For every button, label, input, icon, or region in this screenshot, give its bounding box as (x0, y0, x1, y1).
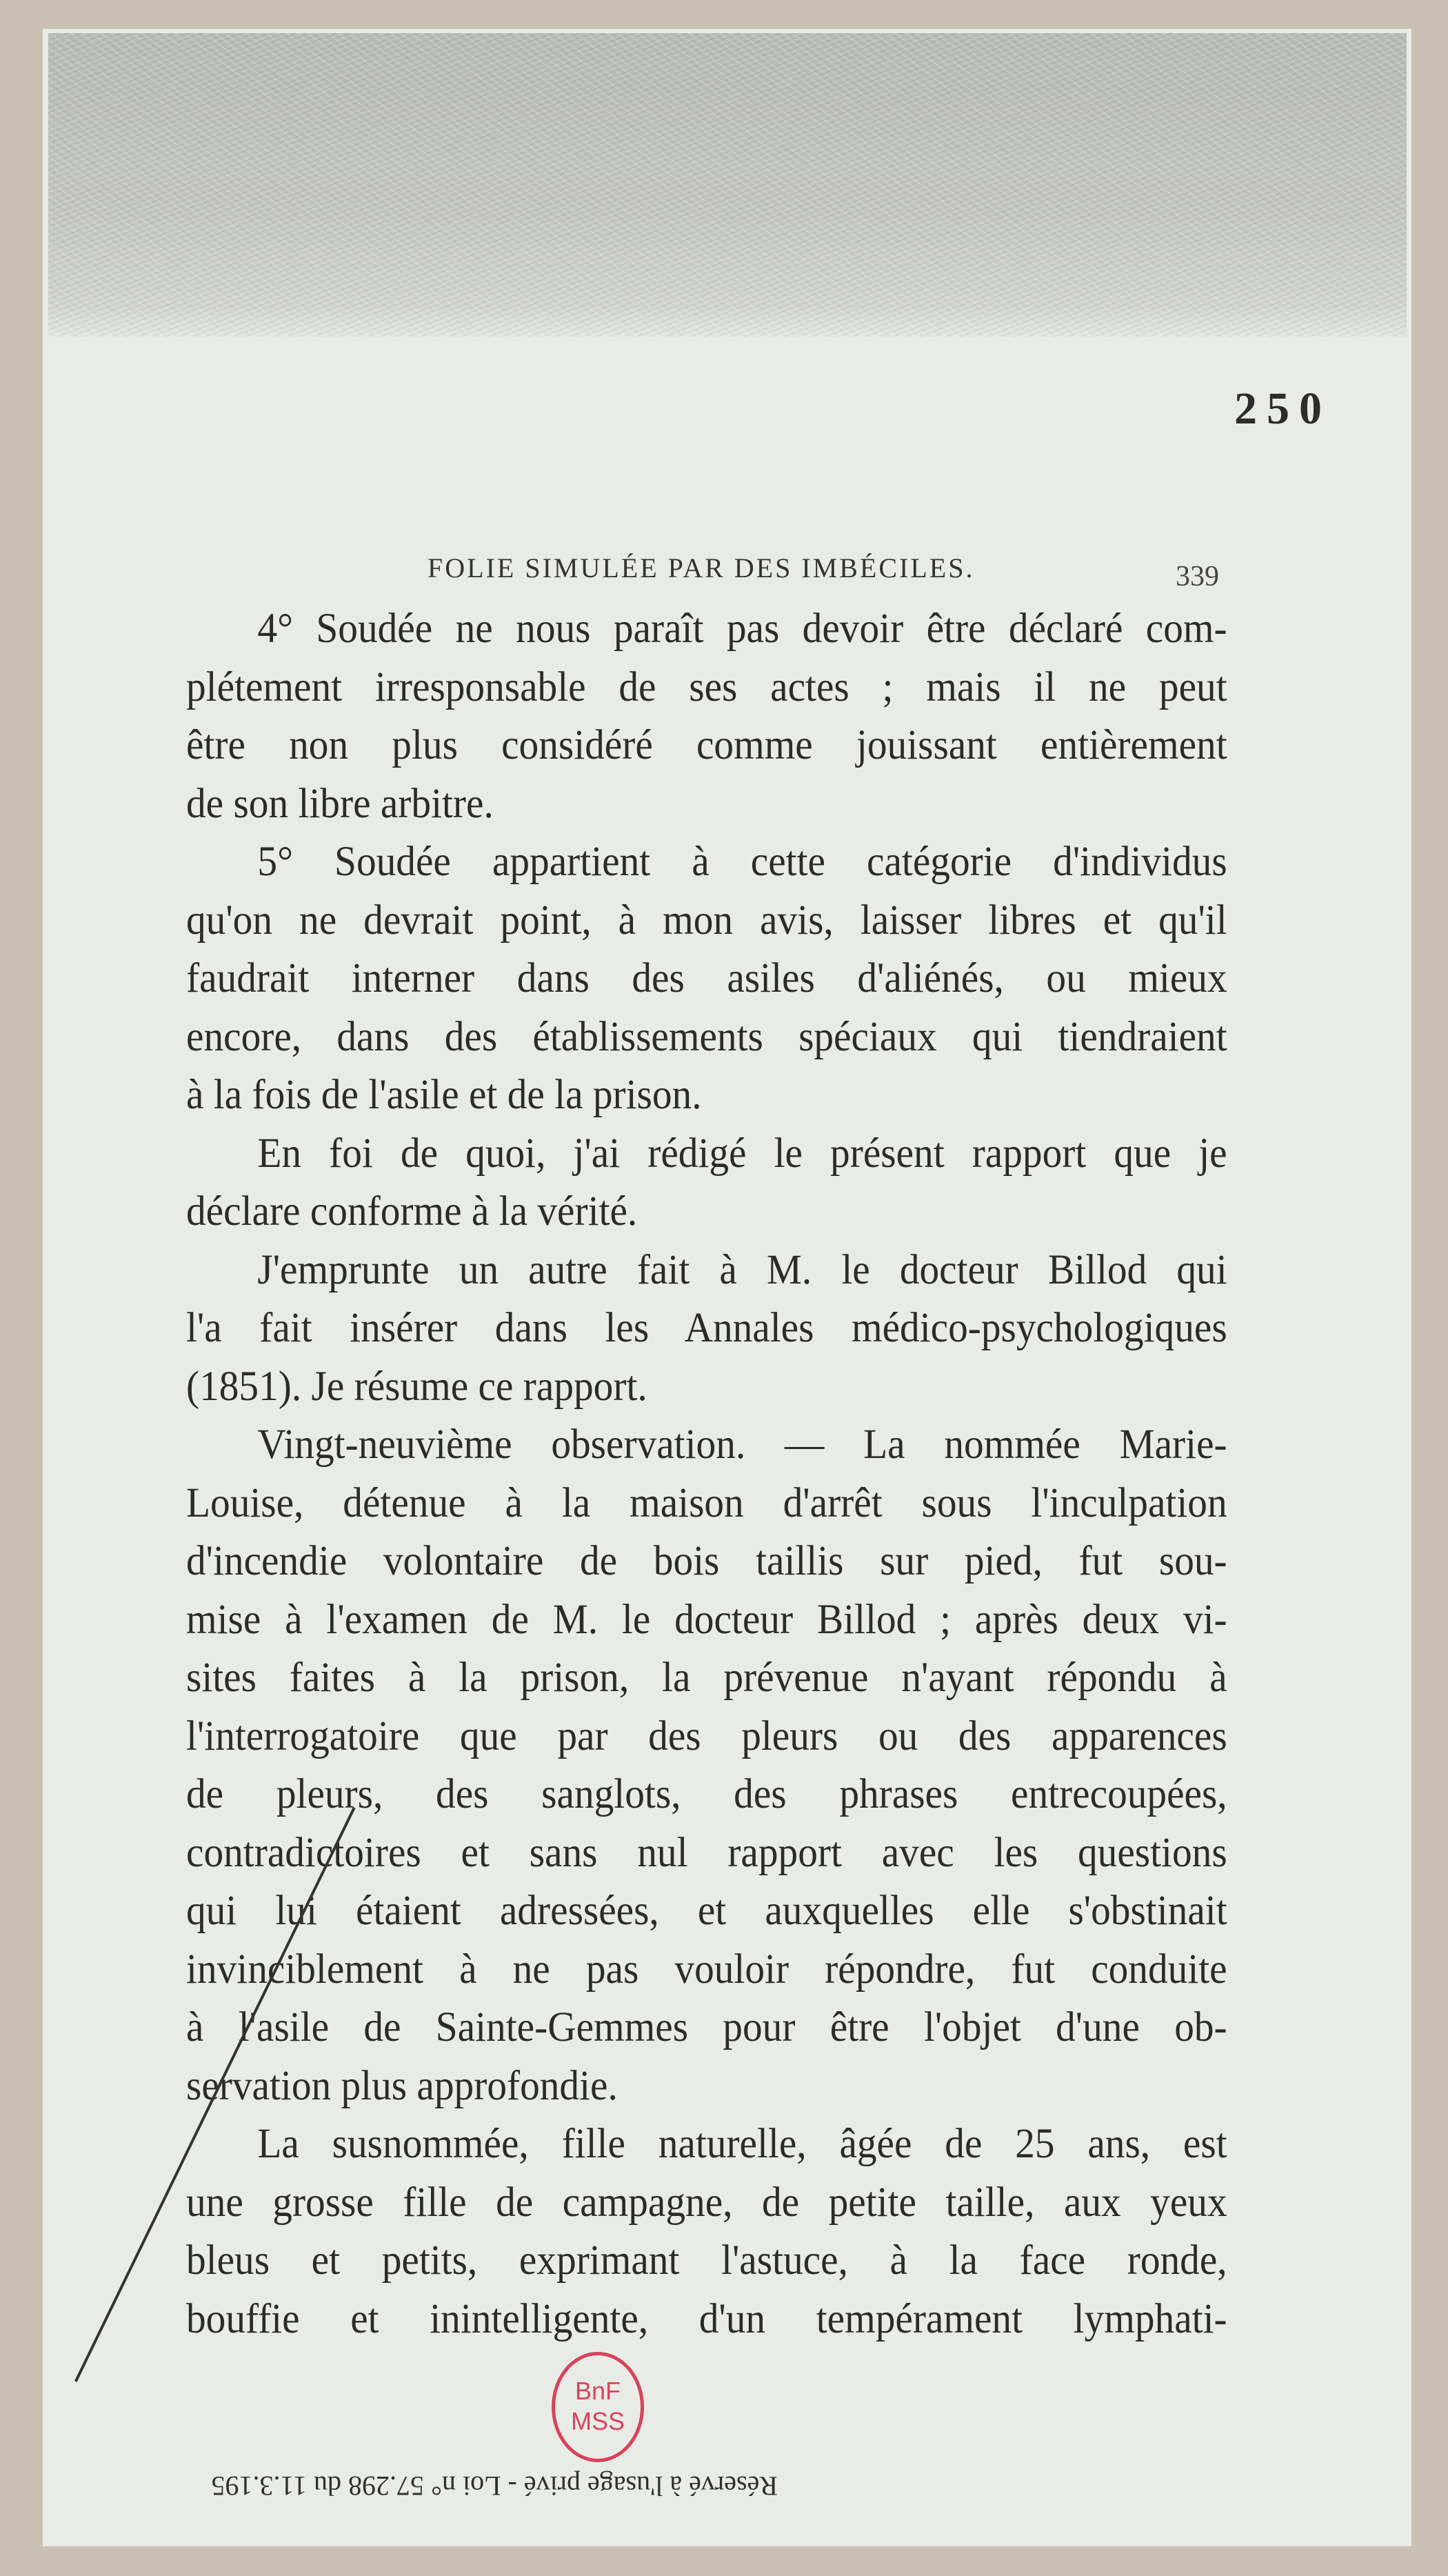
text-line: à l'asile de Sainte-Gemmes pour être l'objet d'une ob- (186, 2004, 1227, 2050)
text-line: encore, dans des établissements spéciaux qui tiendraient (186, 1013, 1227, 1060)
text-line: mise à l'examen de M. le docteur Billod ; après deux vi- (186, 1596, 1227, 1643)
scan-smudge-band (48, 33, 1407, 337)
page-number: 339 (1176, 561, 1219, 592)
text-line: J'emprunte un autre fait à M. le docteur Billod qui (257, 1246, 1227, 1293)
text-line: qui lui étaient adressées, et auxquelles elle s'obstinait (186, 1888, 1227, 1934)
stamp-line-1: BnF (574, 2377, 621, 2405)
text-line: de pleurs, des sanglots, des phrases entrecoupées, (186, 1771, 1227, 1817)
text-line: 5° Soudée appartient à cette catégorie d'individus (257, 839, 1227, 885)
text-line: sites faites à la prison, la prévenue n'ayant répondu à (186, 1655, 1227, 1701)
text-line: En foi de quoi, j'ai rédigé le présent rapport que je (257, 1130, 1227, 1177)
text-line: plétement irresponsable de ses actes ; mais il ne peut (186, 663, 1227, 710)
text-line: de son libre arbitre. (186, 780, 494, 827)
text-line: qu'on ne devrait point, à mon avis, laisser libres et qu'il (186, 897, 1227, 943)
folio-number: 250 (1234, 383, 1331, 434)
text-line: Louise, détenue à la maison d'arrêt sous l'inculpation (186, 1479, 1227, 1526)
text-line: d'incendie volontaire de bois taillis sur pied, fut sou- (186, 1538, 1227, 1584)
stamp-line-2: MSS (570, 2407, 625, 2435)
text-line: faudrait interner dans des asiles d'aliénés, ou mieux (186, 955, 1227, 1001)
text-line: bouffie et inintelligente, d'un tempérament lymphati- (186, 2295, 1227, 2342)
text-line: à la fois de l'asile et de la prison. (186, 1072, 702, 1118)
running-head: FOLIE SIMULÉE PAR DES IMBÉCILES. (428, 552, 975, 583)
text-line: La susnommée, fille naturelle, âgée de 25 ans, est (257, 2121, 1227, 2167)
body-text (186, 600, 1227, 2348)
bnf-stamp (552, 2352, 644, 2462)
text-line: l'a fait insérer dans les Annales médico-psychologiques (186, 1305, 1227, 1351)
text-line: l'interrogatoire que par des pleurs ou des apparences (186, 1713, 1227, 1759)
text-line: être non plus considéré comme jouissant entièrement (186, 722, 1227, 768)
text-line: contradictoires et sans nul rapport avec les questions (186, 1829, 1227, 1876)
usage-notice: Réservé à l'usage privé - Loi n° 57.298 du 11.3.195 (211, 2470, 778, 2502)
text-line: (1851). Je résume ce rapport. (186, 1363, 647, 1410)
text-line: déclare conforme à la vérité. (186, 1188, 638, 1235)
text-line: bleus et petits, exprimant l'astuce, à la face ronde, (186, 2237, 1227, 2284)
text-line: Vingt-neuvième observation. — La nommée Marie- (257, 1421, 1227, 1468)
text-line: une grosse fille de campagne, de petite taille, aux yeux (186, 2179, 1227, 2226)
text-line: 4° Soudée ne nous paraît pas devoir être déclaré com- (257, 606, 1227, 652)
text-line: servation plus approfondie. (186, 2062, 618, 2109)
text-line: invinciblement à ne pas vouloir répondre, fut conduite (186, 1946, 1227, 1993)
